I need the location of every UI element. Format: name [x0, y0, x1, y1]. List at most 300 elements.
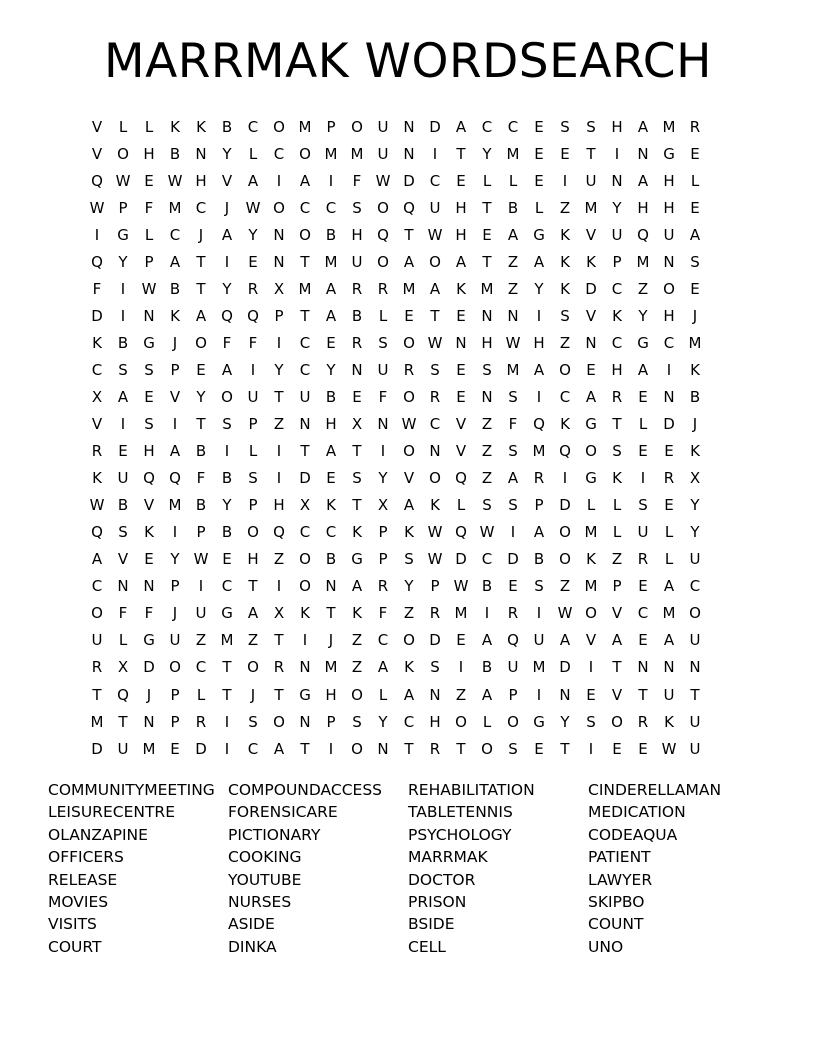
grid-letter: O [585, 442, 597, 461]
grid-letter: O [195, 333, 207, 352]
grid-letter: P [248, 415, 258, 434]
grid-letter: W [115, 171, 131, 190]
grid-letter: K [352, 604, 362, 623]
grid-letter: E [170, 739, 180, 758]
grid-letter: G [585, 469, 597, 488]
grid-letter: Z [481, 415, 493, 434]
grid-letter: V [455, 442, 467, 461]
grid-letter: Z [351, 658, 363, 677]
grid-letter: L [638, 415, 648, 434]
grid-letter: G [533, 712, 545, 731]
grid-letter: S [508, 739, 518, 758]
grid-letter: N [611, 171, 623, 190]
grid-letter: I [614, 144, 620, 163]
grid-letter: S [144, 360, 154, 379]
grid-letter: T [326, 604, 336, 623]
grid-letter: I [484, 604, 490, 623]
grid-letter: J [198, 225, 204, 244]
grid-letter: E [690, 279, 700, 298]
grid-letter: J [692, 306, 698, 325]
grid-letter: M [506, 360, 520, 379]
grid-letter: K [586, 252, 596, 271]
grid-letter: S [378, 333, 388, 352]
grid-letter: N [585, 333, 597, 352]
grid-letter: I [172, 415, 178, 434]
grid-letter: C [559, 387, 571, 406]
grid-letter: V [91, 144, 103, 163]
grid-letter: E [560, 144, 570, 163]
grid-letter: C [611, 279, 623, 298]
grid-letter: N [637, 658, 649, 677]
grid-letter: L [534, 198, 544, 217]
grid-letter: T [560, 739, 570, 758]
grid-letter: V [585, 306, 597, 325]
grid-letter: V [91, 117, 103, 136]
grid-letter: U [299, 387, 311, 406]
grid-letter: V [221, 171, 233, 190]
grid-letter: G [117, 225, 129, 244]
grid-letter: O [663, 279, 675, 298]
grid-letter: O [377, 252, 389, 271]
grid-letter: F [508, 415, 518, 434]
grid-letter: M [584, 577, 598, 596]
grid-letter: M [532, 442, 546, 461]
grid-letter: Q [559, 442, 571, 461]
grid-letter: E [326, 333, 336, 352]
grid-letter: I [536, 387, 542, 406]
grid-letter: Q [507, 631, 519, 650]
word-list-item: COURT [48, 937, 102, 956]
grid-letter: E [248, 252, 258, 271]
grid-letter: Q [169, 469, 181, 488]
grid-letter: A [637, 171, 649, 190]
grid-letter: R [637, 712, 649, 731]
grid-letter: D [91, 739, 103, 758]
grid-letter: E [638, 739, 648, 758]
grid-letter: S [248, 712, 258, 731]
grid-letter: M [636, 252, 650, 271]
grid-letter: V [91, 415, 103, 434]
grid-letter: O [403, 631, 415, 650]
grid-letter: W [375, 171, 391, 190]
grid-letter: O [585, 604, 597, 623]
grid-letter: D [429, 117, 441, 136]
grid-letter: P [144, 252, 154, 271]
grid-letter: O [611, 712, 623, 731]
grid-letter: O [481, 739, 493, 758]
grid-letter: U [169, 631, 181, 650]
grid-letter: E [612, 739, 622, 758]
grid-letter: U [637, 523, 649, 542]
grid-letter: I [250, 360, 256, 379]
grid-letter: S [560, 117, 570, 136]
grid-letter: S [690, 252, 700, 271]
grid-letter: L [612, 496, 622, 515]
grid-letter: A [663, 577, 675, 596]
grid-letter: S [508, 496, 518, 515]
word-list-item: TABLETENNIS [408, 803, 513, 822]
grid-letter: V [585, 225, 597, 244]
grid-letter: A [273, 739, 285, 758]
grid-letter: W [401, 415, 417, 434]
grid-letter: E [534, 117, 544, 136]
grid-letter: G [299, 685, 311, 704]
word-list-item: OFFICERS [48, 848, 124, 867]
word-list-item: UNO [588, 937, 624, 956]
grid-letter: C [91, 360, 103, 379]
word-list-item: CINDERELLAMAN [588, 781, 722, 799]
grid-letter: E [534, 171, 544, 190]
grid-letter: W [479, 523, 495, 542]
grid-letter: T [638, 685, 648, 704]
grid-letter: O [247, 523, 259, 542]
grid-letter: M [350, 144, 364, 163]
grid-letter: N [299, 712, 311, 731]
grid-letter: C [429, 415, 441, 434]
grid-letter: I [666, 360, 672, 379]
grid-letter: B [117, 333, 129, 352]
grid-letter: A [91, 550, 103, 569]
grid-letter: M [584, 198, 598, 217]
grid-letter: G [351, 550, 363, 569]
grid-letter: A [689, 225, 701, 244]
grid-letter: D [663, 415, 675, 434]
grid-letter: U [377, 360, 389, 379]
grid-letter: J [224, 198, 230, 217]
grid-letter: T [300, 442, 310, 461]
grid-letter: C [429, 171, 441, 190]
grid-letter: U [195, 604, 207, 623]
grid-letter: S [404, 550, 414, 569]
grid-letter: Z [507, 279, 519, 298]
grid-letter: F [378, 387, 388, 406]
grid-letter: W [427, 523, 443, 542]
grid-letter: O [247, 658, 259, 677]
grid-letter: Z [611, 550, 623, 569]
grid-letter: L [586, 496, 596, 515]
grid-letter: U [377, 117, 389, 136]
word-list-item: MEDICATION [588, 803, 686, 822]
grid-letter: R [429, 739, 441, 758]
grid-letter: K [456, 279, 466, 298]
grid-letter: P [378, 523, 388, 542]
grid-letter: Z [559, 333, 571, 352]
grid-letter: Y [196, 387, 206, 406]
grid-letter: O [273, 712, 285, 731]
grid-letter: I [536, 604, 542, 623]
grid-letter: T [482, 198, 492, 217]
grid-letter: C [663, 333, 675, 352]
grid-letter: B [351, 306, 363, 325]
grid-letter: L [612, 523, 622, 542]
grid-letter: L [664, 550, 674, 569]
grid-letter: P [170, 360, 180, 379]
grid-letter: I [276, 333, 282, 352]
grid-letter: C [481, 117, 493, 136]
grid-letter: U [689, 712, 701, 731]
word-list-item: CELL [408, 937, 446, 956]
grid-letter: K [404, 658, 414, 677]
grid-letter: C [91, 577, 103, 596]
grid-letter: W [193, 550, 209, 569]
grid-letter: Y [378, 469, 388, 488]
grid-letter: I [380, 442, 386, 461]
grid-letter: E [144, 171, 154, 190]
grid-letter: P [326, 712, 336, 731]
grid-letter: K [560, 252, 570, 271]
grid-letter: A [663, 631, 675, 650]
grid-letter: E [144, 550, 154, 569]
grid-letter: E [586, 685, 596, 704]
grid-letter: C [507, 117, 519, 136]
grid-letter: N [481, 387, 493, 406]
word-list-item: PICTIONARY [228, 825, 321, 844]
grid-letter: L [144, 117, 154, 136]
grid-letter: G [663, 144, 675, 163]
grid-letter: O [559, 360, 571, 379]
grid-letter: K [300, 604, 310, 623]
grid-letter: U [117, 739, 129, 758]
grid-letter: C [689, 577, 701, 596]
grid-letter: O [559, 523, 571, 542]
grid-letter: R [403, 360, 415, 379]
grid-letter: C [325, 198, 337, 217]
grid-letter: T [352, 496, 362, 515]
grid-letter: N [143, 306, 155, 325]
grid-letter: C [325, 523, 337, 542]
grid-letter: H [663, 306, 675, 325]
grid-letter: J [250, 685, 256, 704]
grid-letter: I [224, 442, 230, 461]
grid-letter: E [664, 496, 674, 515]
grid-letter: M [298, 279, 312, 298]
grid-letter: N [663, 252, 675, 271]
grid-letter: Z [195, 631, 207, 650]
grid-letter: Q [273, 523, 285, 542]
grid-letter: R [91, 442, 103, 461]
grid-letter: C [481, 550, 493, 569]
grid-letter: O [273, 198, 285, 217]
grid-letter: L [144, 225, 154, 244]
grid-letter: Z [351, 631, 363, 650]
grid-letter: H [663, 198, 675, 217]
grid-letter: K [690, 360, 700, 379]
grid-letter: K [352, 523, 362, 542]
grid-letter: A [351, 577, 363, 596]
grid-letter: N [481, 306, 493, 325]
grid-letter: H [533, 333, 545, 352]
grid-letter: C [299, 333, 311, 352]
grid-letter: M [402, 279, 416, 298]
grid-letter: A [637, 360, 649, 379]
grid-letter: I [510, 523, 516, 542]
grid-letter: H [143, 442, 155, 461]
grid-letter: L [378, 306, 388, 325]
word-list-item: COMMUNITYMEETING [48, 781, 215, 799]
grid-letter: V [455, 415, 467, 434]
grid-letter: T [300, 306, 310, 325]
grid-letter: I [224, 739, 230, 758]
word-list-item: PSYCHOLOGY [408, 825, 512, 844]
grid-letter: S [482, 496, 492, 515]
grid-letter: D [143, 658, 155, 677]
grid-letter: M [90, 712, 104, 731]
grid-letter: O [273, 117, 285, 136]
word-list-item: SKIPBO [588, 892, 645, 911]
grid-letter: P [612, 577, 622, 596]
grid-letter: T [300, 252, 310, 271]
grid-letter: S [508, 387, 518, 406]
grid-letter: H [429, 712, 441, 731]
grid-letter: S [586, 117, 596, 136]
grid-letter: I [588, 658, 594, 677]
grid-letter: T [196, 279, 206, 298]
grid-letter: C [273, 144, 285, 163]
grid-letter: I [458, 658, 464, 677]
grid-letter: K [560, 225, 570, 244]
grid-letter: X [91, 387, 103, 406]
grid-letter: Z [481, 469, 493, 488]
grid-letter: N [507, 306, 519, 325]
grid-letter: M [454, 604, 468, 623]
grid-letter: O [351, 739, 363, 758]
grid-letter: T [274, 387, 284, 406]
grid-letter: W [245, 198, 261, 217]
grid-letter: O [403, 387, 415, 406]
grid-letter: A [403, 496, 415, 515]
word-list-item: PRISON [408, 892, 467, 911]
word-list-item: DINKA [228, 937, 277, 956]
grid-letter: S [534, 577, 544, 596]
grid-letter: Q [117, 685, 129, 704]
grid-letter: Z [455, 685, 467, 704]
grid-letter: K [612, 306, 622, 325]
word-list-item: MARRMAK [408, 848, 488, 867]
grid-letter: T [612, 658, 622, 677]
grid-letter: L [690, 171, 700, 190]
grid-letter: H [611, 117, 623, 136]
grid-letter: B [325, 387, 337, 406]
grid-letter: P [248, 496, 258, 515]
grid-letter: Y [248, 225, 258, 244]
grid-letter: R [611, 387, 623, 406]
grid-letter: Z [507, 252, 519, 271]
grid-letter: M [142, 739, 156, 758]
grid-letter: P [274, 306, 284, 325]
grid-letter: K [690, 442, 700, 461]
grid-letter: Q [143, 469, 155, 488]
grid-letter: N [299, 658, 311, 677]
grid-letter: J [172, 333, 178, 352]
word-list [48, 779, 768, 958]
grid-letter: E [482, 225, 492, 244]
grid-letter: M [220, 631, 234, 650]
grid-letter: Z [637, 279, 649, 298]
grid-letter: H [455, 198, 467, 217]
word-list-item: REHABILITATION [408, 781, 535, 799]
grid-letter: Y [404, 577, 414, 596]
grid-letter: D [195, 739, 207, 758]
grid-letter: Y [690, 523, 700, 542]
grid-letter: R [533, 469, 545, 488]
grid-letter: Y [274, 360, 284, 379]
grid-letter: O [507, 712, 519, 731]
grid-letter: T [352, 442, 362, 461]
grid-letter: H [247, 550, 259, 569]
grid-letter: E [456, 360, 466, 379]
grid-letter: U [91, 631, 103, 650]
grid-letter: C [195, 198, 207, 217]
grid-letter: H [351, 225, 363, 244]
grid-letter: A [637, 117, 649, 136]
grid-letter: C [169, 225, 181, 244]
grid-letter: P [170, 685, 180, 704]
grid-letter: I [328, 171, 334, 190]
grid-letter: J [692, 415, 698, 434]
grid-letter: T [482, 252, 492, 271]
grid-letter: L [664, 523, 674, 542]
grid-letter: D [507, 550, 519, 569]
grid-letter: Q [455, 469, 467, 488]
word-list-item: COUNT [588, 915, 644, 934]
grid-letter: Y [560, 712, 570, 731]
grid-letter: E [534, 144, 544, 163]
grid-letter: A [377, 658, 389, 677]
grid-letter: O [169, 658, 181, 677]
grid-letter: O [299, 550, 311, 569]
grid-letter: N [299, 415, 311, 434]
grid-letter: L [118, 631, 128, 650]
grid-letter: E [326, 469, 336, 488]
grid-letter: N [689, 658, 701, 677]
grid-letter: I [562, 469, 568, 488]
grid-letter: R [351, 333, 363, 352]
grid-letter: Z [273, 415, 285, 434]
grid-letter: B [325, 550, 337, 569]
grid-letter: F [144, 604, 154, 623]
grid-letter: N [117, 577, 129, 596]
grid-letter: O [559, 550, 571, 569]
letter-grid [84, 113, 708, 762]
grid-letter: S [118, 360, 128, 379]
grid-letter: P [378, 550, 388, 569]
grid-letter: A [585, 387, 597, 406]
grid-letter: A [169, 442, 181, 461]
grid-letter: E [456, 631, 466, 650]
grid-letter: K [560, 279, 570, 298]
grid-letter: A [325, 442, 337, 461]
grid-letter: B [481, 658, 493, 677]
grid-letter: Y [326, 360, 336, 379]
grid-letter: A [195, 306, 207, 325]
grid-letter: R [637, 550, 649, 569]
grid-letter: M [532, 658, 546, 677]
grid-letter: S [586, 712, 596, 731]
grid-letter: A [533, 360, 545, 379]
grid-letter: C [299, 523, 311, 542]
grid-letter: A [507, 225, 519, 244]
grid-letter: U [663, 225, 675, 244]
grid-letter: O [117, 144, 129, 163]
grid-letter: A [325, 279, 337, 298]
grid-letter: W [427, 333, 443, 352]
grid-letter: T [586, 144, 596, 163]
grid-letter: B [507, 198, 519, 217]
grid-letter: I [328, 739, 334, 758]
grid-letter: A [221, 225, 233, 244]
word-list-item: DOCTOR [408, 870, 476, 889]
grid-letter: T [274, 631, 284, 650]
